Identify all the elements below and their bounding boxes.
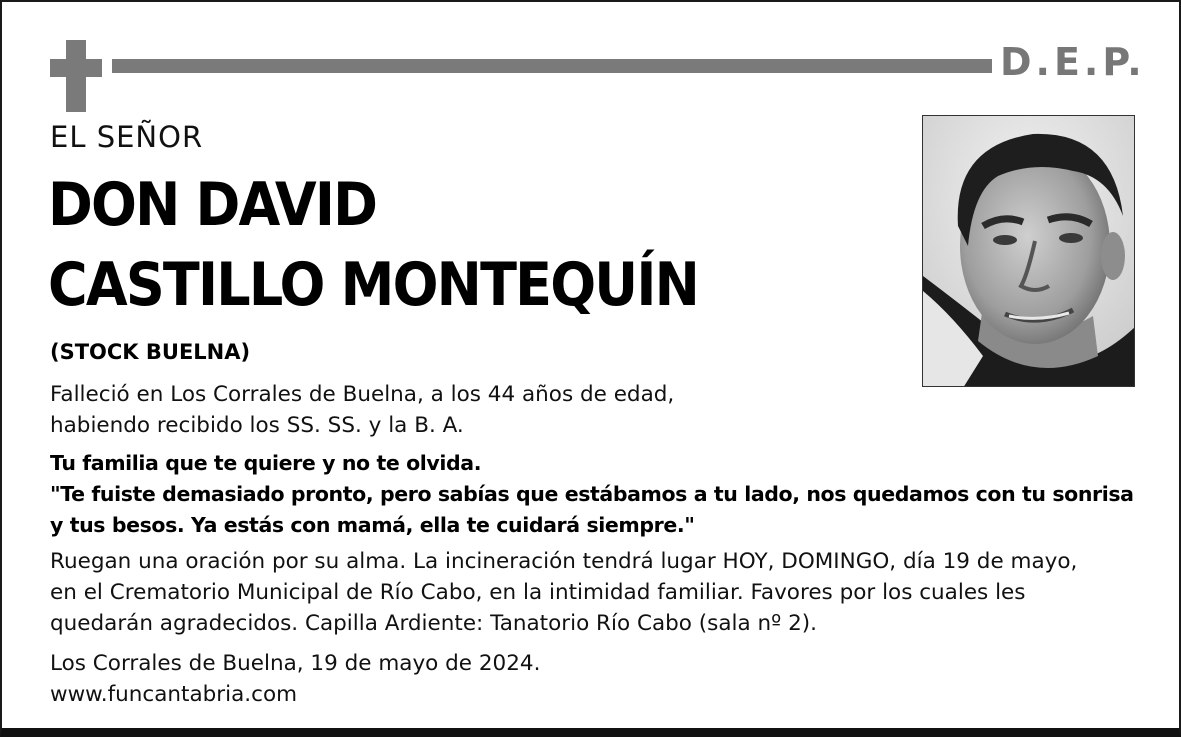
name-line-2: CASTILLO MONTEQUÍN <box>48 250 699 320</box>
cross-icon <box>50 40 102 112</box>
dedication-line: y tus besos. Ya estás con mamá, ella te cuidará siempre." <box>50 513 695 537</box>
dedication-line: "Te fuiste demasiado pronto, pero sabías que estábamos a tu lado, nos quedamos con tu sonrisa <box>50 482 1134 506</box>
dedication-line: Tu familia que te quiere y no te olvida. <box>50 451 482 475</box>
header-rule <box>112 59 992 73</box>
alias: (STOCK BUELNA) <box>50 340 251 364</box>
service-line: quedarán agradecidos. Capilla Ardiente: Tanatorio Río Cabo (sala nº 2). <box>50 611 818 636</box>
portrait-photo <box>922 115 1135 387</box>
death-line: habiendo recibido los SS. SS. y la B. A. <box>50 413 464 438</box>
honorific: EL SEÑOR <box>50 120 204 154</box>
family-dedication <box>50 448 1134 541</box>
service-line: en el Crematorio Municipal de Río Cabo, en la intimidad familiar. Favores por los cuales les <box>50 580 1026 605</box>
death-line: Falleció en Los Corrales de Buelna, a los 44 años de edad, <box>50 382 675 407</box>
place-date: Los Corrales de Buelna, 19 de mayo de 2024. <box>50 651 541 676</box>
name-line-1: DON DAVID <box>48 170 377 240</box>
service-line: Ruegan una oración por su alma. La incineración tendrá lugar HOY, DOMINGO, día 19 de mayo, <box>50 549 1078 574</box>
dep-label: D.E.P. <box>1000 40 1146 84</box>
service-details <box>50 546 1077 639</box>
death-notice <box>50 379 674 441</box>
footer <box>50 648 540 710</box>
website-link[interactable]: www.funcantabria.com <box>50 682 298 707</box>
